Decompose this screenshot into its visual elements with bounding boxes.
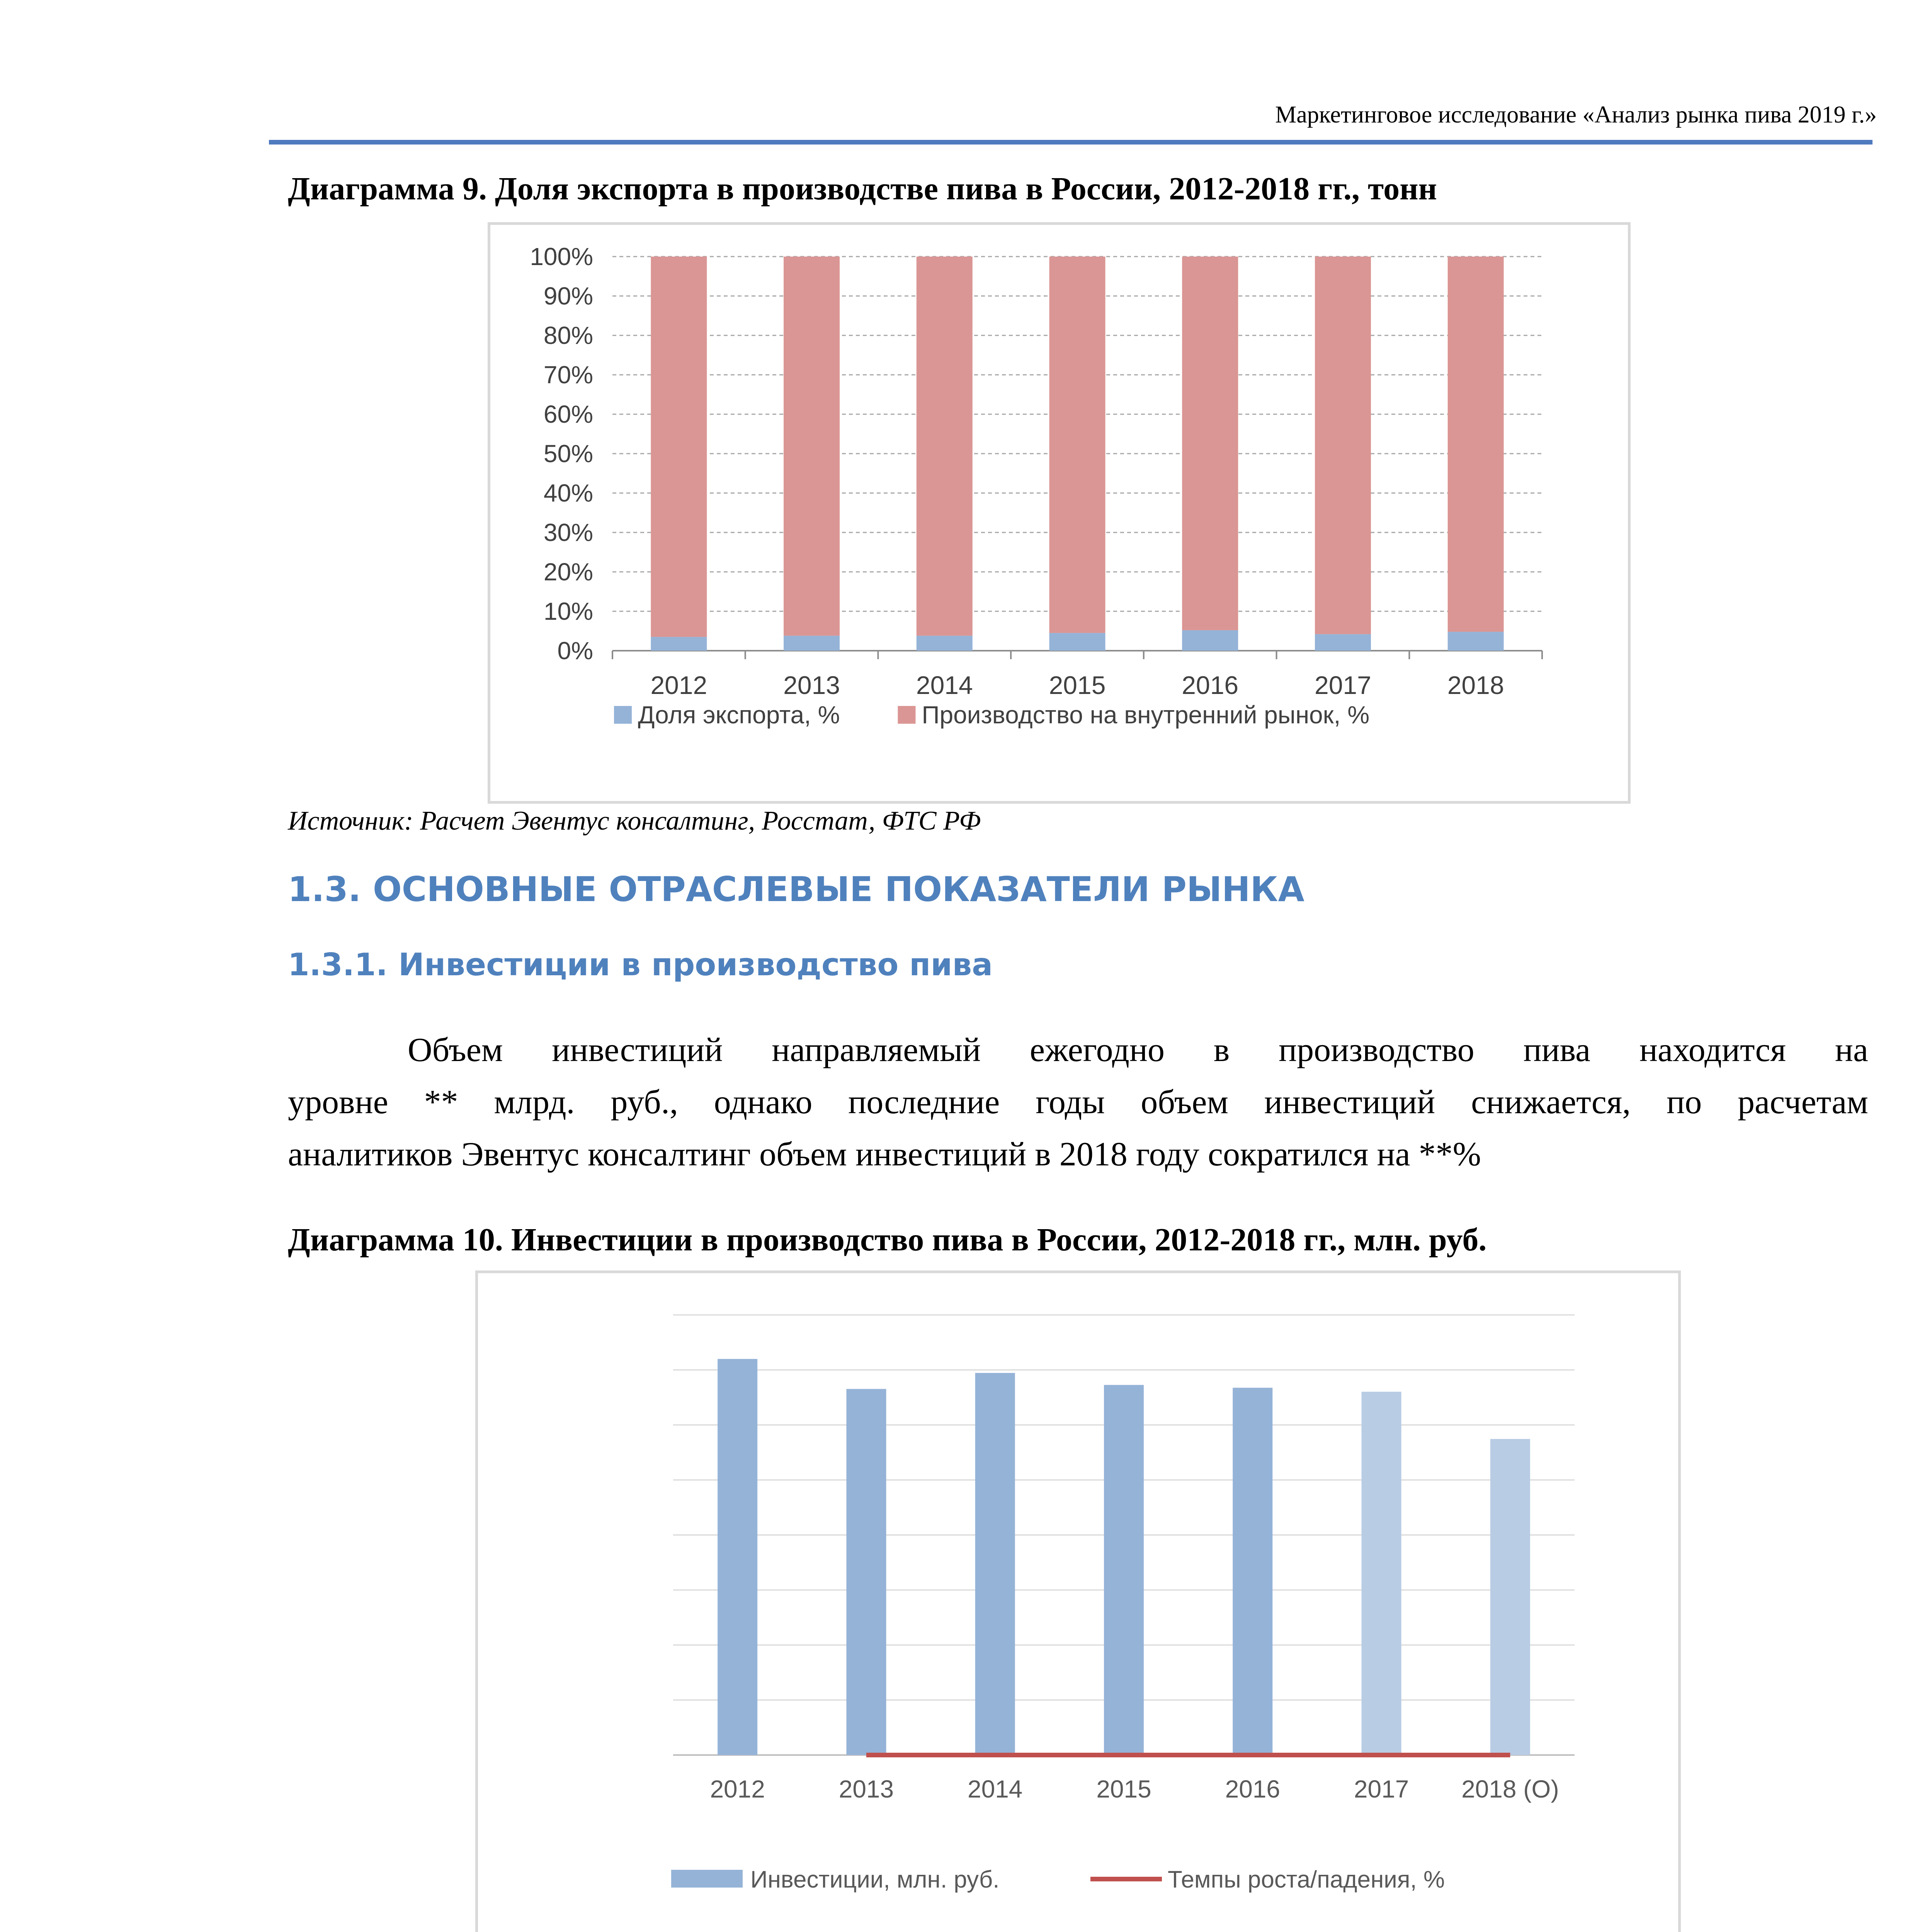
x-tick-label: 2018 (O) [1461,1775,1559,1803]
bar-segment [784,257,840,636]
y-tick-label: 0% [557,637,593,665]
bar [1490,1439,1530,1755]
y-tick-label: 10% [543,597,593,625]
bar [718,1359,757,1755]
bar-segment [1049,257,1105,633]
bar-segment [651,257,707,637]
bar [1104,1385,1144,1755]
paragraph-line: аналитиков Эвентус консалтинг объем инвестиций в 2018 году сократился на **% [288,1136,1481,1173]
x-tick-label: 2014 [968,1775,1023,1803]
x-tick-label: 2016 [1225,1775,1280,1803]
legend-label: Темпы роста/падения, % [1168,1866,1445,1893]
bar-segment [1448,632,1504,651]
y-tick-label: 20% [543,558,593,586]
bar-segment [1448,257,1504,632]
legend-label: Доля экспорта, % [638,701,840,729]
y-tick-label: 50% [543,440,593,468]
bar-segment [1182,630,1238,651]
paragraph-line: Объем инвестиций направляемый ежегодно в производство пива находится на [408,1031,1868,1069]
bar-segment [784,636,840,651]
bar-segment [1049,633,1105,651]
diagram9-caption: Диаграмма 9. Доля экспорта в производстве пива в России, 2012-2018 гг., тонн [288,171,1437,207]
bar-segment [1315,257,1371,634]
bar-segment [1182,257,1238,630]
bar-segment [651,637,707,651]
x-tick-label: 2014 [916,671,973,699]
bar [1233,1388,1272,1755]
x-tick-label: 2017 [1354,1775,1409,1803]
y-tick-label: 30% [543,519,593,546]
subsection-heading: 1.3.1. Инвестиции в производство пива [288,947,993,983]
diagram10-chart [475,1270,1681,1932]
bar-segment [1315,634,1371,651]
header-rule [269,140,1872,145]
x-tick-label: 2013 [838,1775,894,1803]
x-tick-label: 2013 [783,671,840,699]
paragraph-investments [288,1024,1868,1180]
document-header-title: Маркетинговое исследование «Анализ рынка пива 2019 г.» [1275,102,1877,128]
bar [975,1373,1015,1755]
legend-swatch [614,706,632,724]
x-tick-label: 2012 [710,1775,765,1803]
y-tick-label: 80% [543,321,593,349]
legend-swatch [898,706,916,724]
x-tick-label: 2012 [650,671,707,699]
legend-label: Производство на внутренний рынок, % [922,701,1370,729]
section-heading: 1.3. ОСНОВНЫЕ ОТРАСЛЕВЫЕ ПОКАЗАТЕЛИ РЫНКА [288,869,1304,909]
bar-segment [917,636,973,651]
x-tick-label: 2018 [1447,671,1504,699]
x-tick-label: 2016 [1182,671,1239,699]
y-tick-label: 40% [543,479,593,507]
y-tick-label: 90% [543,282,593,310]
diagram10-svg [478,1273,1678,1932]
x-tick-label: 2015 [1096,1775,1151,1803]
y-tick-label: 100% [530,243,593,270]
legend-swatch [671,1870,743,1888]
diagram9-source: Источник: Расчет Эвентус консалтинг, Росстат, ФТС РФ [288,806,981,836]
y-tick-label: 70% [543,361,593,389]
y-tick-label: 60% [543,400,593,428]
legend-label: Инвестиции, млн. руб. [750,1866,1000,1893]
paragraph-line: уровне ** млрд. руб., однако последние годы объем инвестиций снижается, по расчетам [288,1083,1868,1121]
diagram9-chart [488,222,1631,804]
bar [846,1389,886,1755]
bar [1362,1392,1401,1755]
x-tick-label: 2015 [1049,671,1106,699]
diagram9-svg [490,225,1628,801]
bar-segment [917,257,973,636]
x-tick-label: 2017 [1315,671,1371,699]
diagram10-caption: Диаграмма 10. Инвестиции в производство пива в России, 2012-2018 гг., млн. руб. [288,1222,1487,1258]
